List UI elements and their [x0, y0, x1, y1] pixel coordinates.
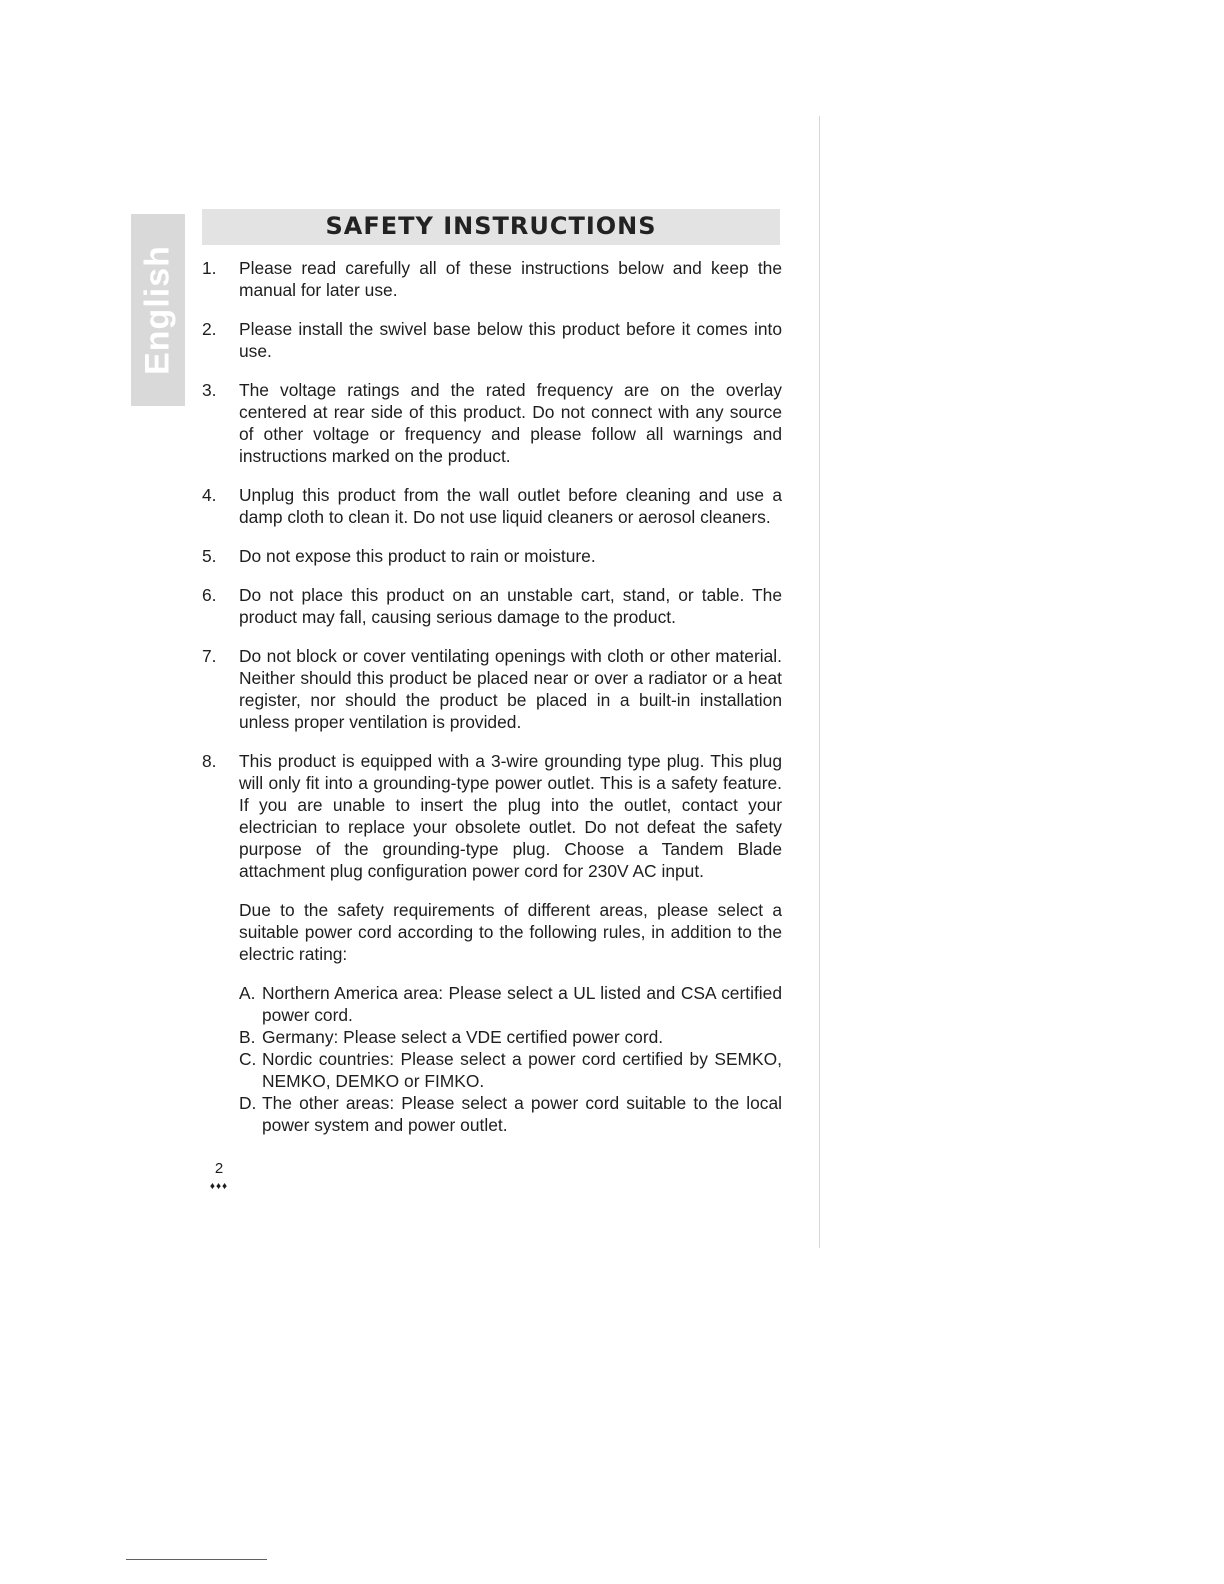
power-cord-section	[202, 899, 782, 1136]
item-text: Do not expose this product to rain or moisture.	[239, 546, 596, 566]
diamond-ornament-icon: ♦♦♦	[209, 1181, 229, 1192]
item-text: This product is equipped with a 3-wire grounding type plug. This plug will only fit into a grounding-type power outlet. This is a safety feature. If you are unable to insert the plug into the outlet, contact your electrician to replace your obsolete outlet. Do not defeat the safety purpose of the grounding-type plug. Choose a Tandem Blade attachment plug configuration power cord for 230V AC input.	[239, 751, 782, 881]
item-number: 7.	[202, 646, 217, 666]
item-text: Unplug this product from the wall outlet before cleaning and use a damp cloth to clean it. Do not use liquid cleaners or aerosol cleaners.	[239, 485, 782, 527]
sub-item	[239, 982, 782, 1026]
instruction-item	[202, 318, 782, 362]
sub-item	[239, 1092, 782, 1136]
instruction-item	[202, 645, 782, 733]
language-tab-label: English	[138, 245, 177, 375]
title-bar	[202, 209, 780, 245]
instruction-item	[202, 584, 782, 628]
sub-item-text: The other areas: Please select a power cord suitable to the local power system and power outlet.	[262, 1093, 782, 1135]
instruction-item	[202, 484, 782, 528]
sub-item-text: Northern America area: Please select a UL listed and CSA certified power cord.	[262, 983, 782, 1025]
item-text: The voltage ratings and the rated frequency are on the overlay centered at rear side of this product. Do not connect with any source of other voltage or frequency and please follow all warnings and instructions marked on the product.	[239, 380, 782, 466]
instruction-item	[202, 379, 782, 467]
sub-item-text: Germany: Please select a VDE certified power cord.	[262, 1027, 664, 1047]
power-cord-note: Due to the safety requirements of different areas, please select a suitable power cord according to the following rules, in addition to the electric rating:	[239, 900, 782, 964]
instruction-item	[202, 750, 782, 882]
item-text: Do not place this product on an unstable cart, stand, or table. The product may fall, causing serious damage to the product.	[239, 585, 782, 627]
page-number: 2	[214, 1160, 224, 1177]
sub-item-letter: C.	[239, 1049, 257, 1069]
sub-item-letter: A.	[239, 983, 256, 1003]
item-text: Please read carefully all of these instructions below and keep the manual for later use.	[239, 258, 782, 300]
instruction-item	[202, 545, 782, 567]
item-text: Do not block or cover ventilating openings with cloth or other material. Neither should this product be placed near or over a radiator or a heat register, nor should the product be placed in a built-in installation unless proper ventilation is provided.	[239, 646, 782, 732]
item-number: 1.	[202, 258, 217, 278]
item-number: 6.	[202, 585, 217, 605]
item-number: 2.	[202, 319, 217, 339]
item-text: Please install the swivel base below this product before it comes into use.	[239, 319, 782, 361]
instructions-list	[202, 257, 782, 1153]
sub-item	[239, 1048, 782, 1092]
sub-item-text: Nordic countries: Please select a power cord certified by SEMKO, NEMKO, DEMKO or FIMKO.	[262, 1049, 782, 1091]
column-divider	[819, 116, 820, 1248]
page-title: SAFETY INSTRUCTIONS	[325, 212, 657, 240]
language-tab	[131, 214, 185, 406]
item-number: 5.	[202, 546, 217, 566]
instruction-item	[202, 257, 782, 301]
sub-item	[239, 1026, 782, 1048]
sub-item-letter: B.	[239, 1027, 256, 1047]
item-number: 8.	[202, 751, 217, 771]
sub-item-letter: D.	[239, 1093, 257, 1113]
item-number: 3.	[202, 380, 217, 400]
bottom-link-underline[interactable]	[126, 1559, 267, 1560]
item-number: 4.	[202, 485, 217, 505]
